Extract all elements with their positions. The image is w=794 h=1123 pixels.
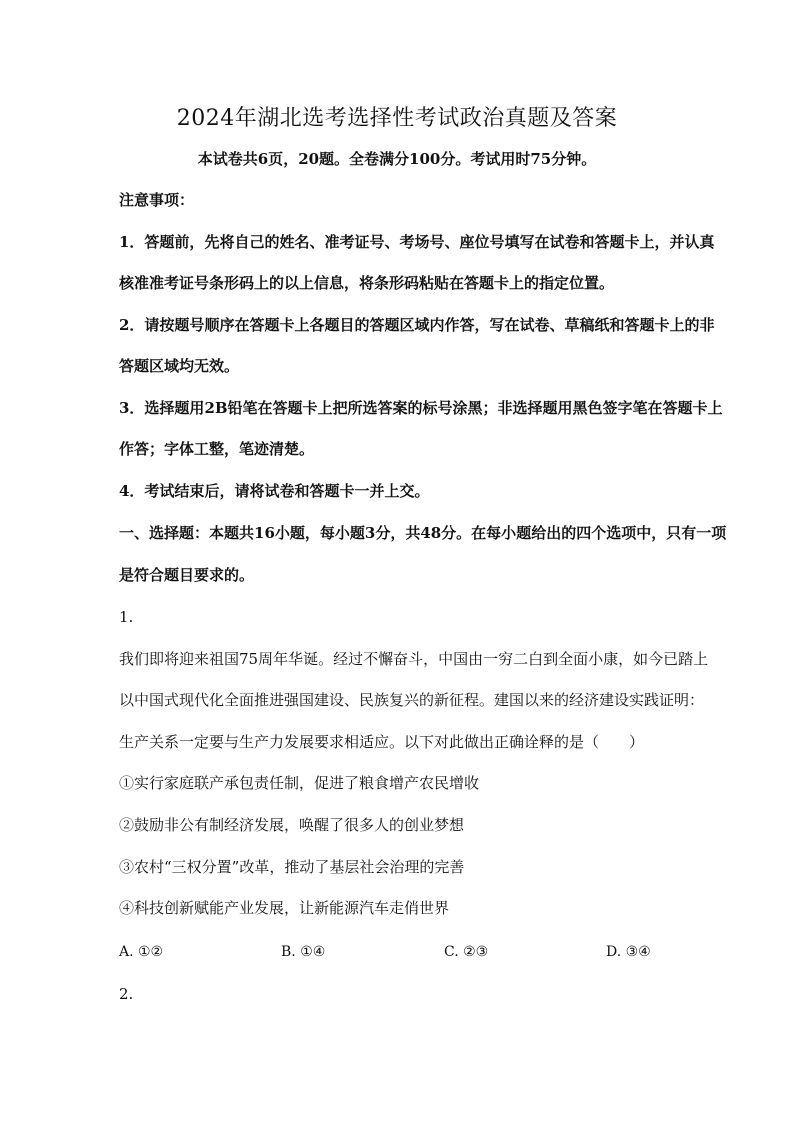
question-stem-line: 生产关系一定要与生产力发展要求相适应。以下对此做出正确诠释的是（ ）	[119, 733, 645, 751]
question-number: 1.	[119, 608, 134, 626]
question-stem-line: 我们即将迎来祖国75周年华诞。经过不懈奋斗，中国由一穷二白到全面小康，如今已踏上	[119, 650, 709, 668]
notice-line: 1．答题前，先将自己的姓名、准考证号、考场号、座位号填写在试卷和答题卡上，并认真	[119, 233, 715, 251]
notice-heading: 注意事项：	[119, 191, 195, 209]
statement-item: ③农村“三权分置”改革，推动了基层社会治理的完善	[119, 858, 465, 876]
question-stem-line: 以中国式现代化全面推进强国建设、民族复兴的新征程。建国以来的经济建设实践证明：	[119, 691, 705, 709]
exam-info: 本试卷共6页，20题。全卷满分100分。考试用时75分钟。	[197, 150, 597, 168]
notice-line: 4．考试结束后，请将试卷和答题卡一并上交。	[119, 482, 430, 500]
answer-options	[119, 940, 699, 964]
option-d: D. ③④	[606, 944, 651, 960]
statement-item: ②鼓励非公有制经济发展，唤醒了很多人的创业梦想	[119, 816, 465, 834]
notice-line: 作答；字体工整，笔迹清楚。	[119, 440, 315, 458]
notice-line: 3．选择题用2B铅笔在答题卡上把所选答案的标号涂黑；非选择题用黑色签字笔在答题卡上	[119, 399, 723, 417]
section-heading-line: 一、选择题：本题共16小题，每小题3分，共48分。在每小题给出的四个选项中，只有一项	[119, 524, 727, 542]
notice-line: 2．请按题号顺序在答题卡上各题目的答题区域内作答，写在试卷、草稿纸和答题卡上的非	[119, 316, 715, 334]
option-a: A. ①②	[119, 944, 164, 960]
statement-item: ④科技创新赋能产业发展，让新能源汽车走俏世界	[119, 899, 450, 917]
question-number: 2.	[119, 985, 134, 1003]
statement-item: ①实行家庭联产承包责任制，促进了粮食增产农民增收	[119, 774, 480, 792]
notice-line: 答题区域均无效。	[119, 357, 240, 375]
option-c: C. ②③	[444, 944, 489, 960]
option-b: B. ①④	[281, 944, 326, 960]
section-heading-line: 是符合题目要求的。	[119, 566, 255, 584]
notice-line: 核准准考证号条形码上的以上信息，将条形码粘贴在答题卡上的指定位置。	[119, 274, 615, 292]
page-title: 2024年湖北选考选择性考试政治真题及答案	[176, 106, 618, 131]
